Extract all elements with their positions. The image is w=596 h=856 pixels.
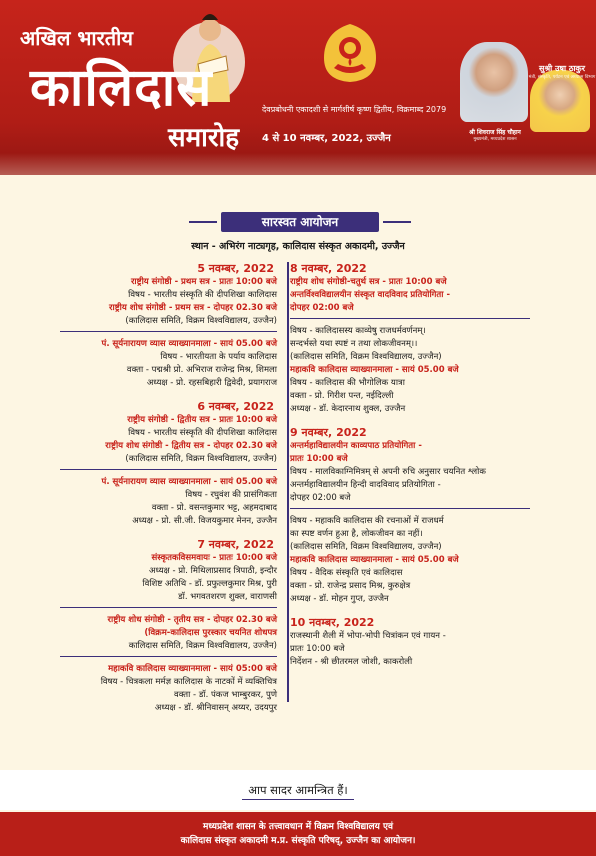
schedule-entry: पं. सूर्यनारायण व्यास व्याख्यानमाला - सायं 05.00 बजे [60,469,277,489]
schedule-entry: राजस्थानी शैली में भोपा-भोपी चित्रांकन एवं गायन - [290,631,446,641]
schedule-entry: राष्ट्रीय शोध संगोष्ठी - प्रथम सत्र - दोपहर 02.30 बजे [109,303,277,313]
schedule-entry: विषय - भारतीयता के पर्याय कालिदास [160,352,277,362]
schedule-entry: सन्दर्भस्ते यथा स्पष्टं न तथा लोकजीवनम्।। [290,339,418,349]
footer-line1: मध्यप्रदेश शासन के तत्त्वावधान में विक्रम विश्वविद्यालय एवं [202,822,393,832]
day-heading: 10 नवम्बर, 2022 [290,616,375,629]
schedule-right-column [290,262,530,669]
schedule-entry: (कालिदास समिति, विक्रम विश्वविद्यालय, उज्जैन) [290,352,442,362]
schedule-entry: संस्कृतकविसमवायः - प्रातः 10:00 बजे [151,553,277,563]
caption-person2-role: मंत्री, संस्कृति, पर्यटन एवं अध्यात्म विभाग [528,75,596,80]
schedule-entry: वक्ता - प्रो. राजेन्द्र प्रसाद मिश्र, कुरुक्षेत्र [290,581,411,591]
schedule-entry: अध्यक्ष - प्रो. रहसबिहारी द्विवेदी, प्रयागराज [146,378,277,388]
schedule-entry: विशिष्ट अतिथि - डॉ. प्रफुल्लकुमार मिश्र, पुरी [142,579,277,589]
schedule-entry: (कालिदास समिति, विक्रम विश्वविद्यालय, उज्जैन) [125,316,277,326]
schedule-entry: कालिदास समिति, विक्रम विश्वविद्यालय, उज्जैन) [128,641,277,651]
footer [0,812,596,856]
schedule-entry: राष्ट्रीय शोध संगोष्ठी-चतुर्थ सत्र - प्रातः 10:00 बजे [290,277,447,287]
schedule-entry: विषय - कालिदास की भौगोलिक यात्रा [290,378,405,388]
schedule-entry: विषय - चित्रकला मर्मज्ञ कालिदास के नाटकों में व्यक्तिचित्र [100,677,277,687]
venue-line: स्थान - अभिरंग नाट्यगृह, कालिदास संस्कृत अकादमी, उज्जैन [191,241,405,252]
schedule-entry: अध्यक्ष - डॉ. केदारनाथ शुक्ल, उज्जैन [290,404,406,414]
schedule-entry: अन्तर्विश्वविद्यालयीन संस्कृत वादविवाद प्रतियोगिता - [290,290,450,300]
day-block [60,538,277,715]
schedule-entry: अन्तर्महाविद्यालयीन काव्यपाठ प्रतियोगिता - [290,441,422,451]
schedule-entry: विषय - भारतीय संस्कृति की दीपशिखा कालिदास [128,428,277,438]
schedule-entry: अध्यक्ष - डॉ. मोहन गुप्त, उज्जैन [290,594,389,604]
day-block [290,616,530,669]
schedule-entry: महाकवि कालिदास व्याख्यानमाला - सायं 05.00 बजे [290,365,459,375]
schedule-entry: (कालिदास समिति, विक्रम विश्वविद्यालय, उज्जैन) [125,454,277,464]
footer-line2: कालिदास संस्कृत अकादमी म.प्र. संस्कृति परिषद्, उज्जैन का आयोजन। [180,836,416,846]
header-venue-line: 4 से 10 नवम्बर, 2022, उज्जैन [262,133,391,144]
schedule-entry: अन्तर्महाविद्यालयीन हिन्दी वादविवाद प्रतियोगिता - [290,480,441,490]
schedule-entry: विषय - कालिदासस्य काव्येषु राजधर्मवर्णनम्। [290,318,530,338]
schedule-entry: (विक्रम-कालिदास पुरस्कार चयनित शोधपत्र [144,628,277,638]
schedule-entry: राष्ट्रीय शोध संगोष्ठी - द्वितीय सत्र - दोपहर 02.30 बजे [105,441,277,451]
invitation-text: आप सादर आमन्त्रित हैं। [242,783,354,800]
day-heading: 5 नवम्बर, 2022 [197,262,274,275]
schedule-entry: डॉ. भगवतशरण शुक्ल, वाराणसी [178,592,277,602]
schedule-entry: वक्ता - प्रो. वसन्तकुमार भट्ट, अहमदाबाद [151,503,277,513]
day-heading: 9 नवम्बर, 2022 [290,426,367,439]
caption-person2 [528,63,596,80]
schedule-entry: दोपहर 02:00 बजे [290,493,351,503]
schedule-entry: विषय - महाकवि कालिदास की रचनाओं में राजधर्म [290,508,530,528]
schedule-entry: अध्यक्ष - प्रो. सी.जी. विजयकुमार मेनन, उज्जैन [132,516,277,526]
header-title: कालिदास [30,57,213,118]
schedule-entry: प्रातः 10:00 बजे [290,644,345,654]
schedule-entry: अध्यक्ष - प्रो. मिथिलाप्रसाद त्रिपाठी, इन्दौर [149,566,277,576]
day-block [60,400,277,528]
schedule-entry: का स्पष्ट वर्णन हुआ है, लोकजीवन का नहीं। [290,529,423,539]
day-block [290,426,530,606]
schedule-entry: अध्यक्ष - डॉ. श्रीनिवासन् अय्यर, उदयपुर [154,703,277,713]
day-heading: 7 नवम्बर, 2022 [197,538,274,551]
schedule-left-column [60,262,277,715]
caption-person2-name: सुश्री उषा ठाकुर [539,64,585,73]
schedule-entry: प्रातः 10:00 बजे [290,454,348,464]
schedule-entry: विषय - भारतीय संस्कृति की दीपशिखा कालिदास [128,290,277,300]
column-divider [287,262,289,702]
caption-person1-role: मुख्यमंत्री, मध्यप्रदेश शासन [473,137,517,142]
schedule-entry: महाकवि कालिदास व्याख्यानमाला - सायं 05.00 बजे [290,555,459,565]
day-block [290,262,530,416]
portrait-chief-minister [460,42,528,122]
schedule-entry: निर्देशन - श्री छीतरमल जोशी, काकरोली [290,657,413,667]
day-block [60,262,277,390]
invitation-band [0,770,596,810]
schedule-entry: वक्ता - पद्मश्री प्रो. अभिराज राजेन्द्र मिश्र, शिमला [126,365,277,375]
header-date-line: देवप्रबोधनी एकादशी से मार्गशीर्ष कृष्ण द्वितीय, विक्रमाब्द 2079 [262,105,447,114]
schedule-entry: राष्ट्रीय संगोष्ठी - प्रथम सत्र - प्रातः 10:00 बजे [130,277,277,287]
schedule-entry: वक्ता - डॉ. पंकज भाम्बुरकर, पुणे [174,690,277,700]
schedule-entry: पं. सूर्यनारायण व्यास व्याख्यानमाला - सायं 05.00 बजे [60,331,277,351]
schedule-entry: राष्ट्रीय संगोष्ठी - द्वितीय सत्र - प्रातः 10:00 बजे [127,415,277,425]
caption-person1 [450,128,540,142]
schedule-entry: महाकवि कालिदास व्याख्यानमाला - सायं 05:00 बजे [60,656,277,676]
schedule-entry: विषय - वैदिक संस्कृति एवं कालिदास [290,568,403,578]
schedule-entry: राष्ट्रीय शोध संगोष्ठी - तृतीय सत्र - दोपहर 02.30 बजे [60,607,277,627]
schedule-entry: (कालिदास समिति, विक्रम विश्वविद्यालय, उज्जैन) [290,542,442,552]
schedule-entry: विषय - रघुवंश की प्रासंगिकता [185,490,277,500]
header-banner [0,0,596,175]
lamp-emblem-icon [320,22,380,84]
section-heading: सारस्वत आयोजन [221,212,379,232]
schedule-entry: वक्ता - प्रो. गिरीश पन्त, नईदिल्ली [290,391,394,401]
day-heading: 8 नवम्बर, 2022 [290,262,367,275]
caption-person1-name: श्री शिवराज सिंह चौहान [469,129,521,136]
header-subtitle: समारोह [168,123,240,153]
day-heading: 6 नवम्बर, 2022 [197,400,274,413]
header-top-line: अखिल भारतीय [20,26,133,50]
schedule-entry: विषय - मालविकाग्निमित्रम् से अपनी रुचि अनुसार चयनित श्लोक [290,467,486,477]
schedule-entry: दोपहर 02:00 बजे [290,303,354,313]
